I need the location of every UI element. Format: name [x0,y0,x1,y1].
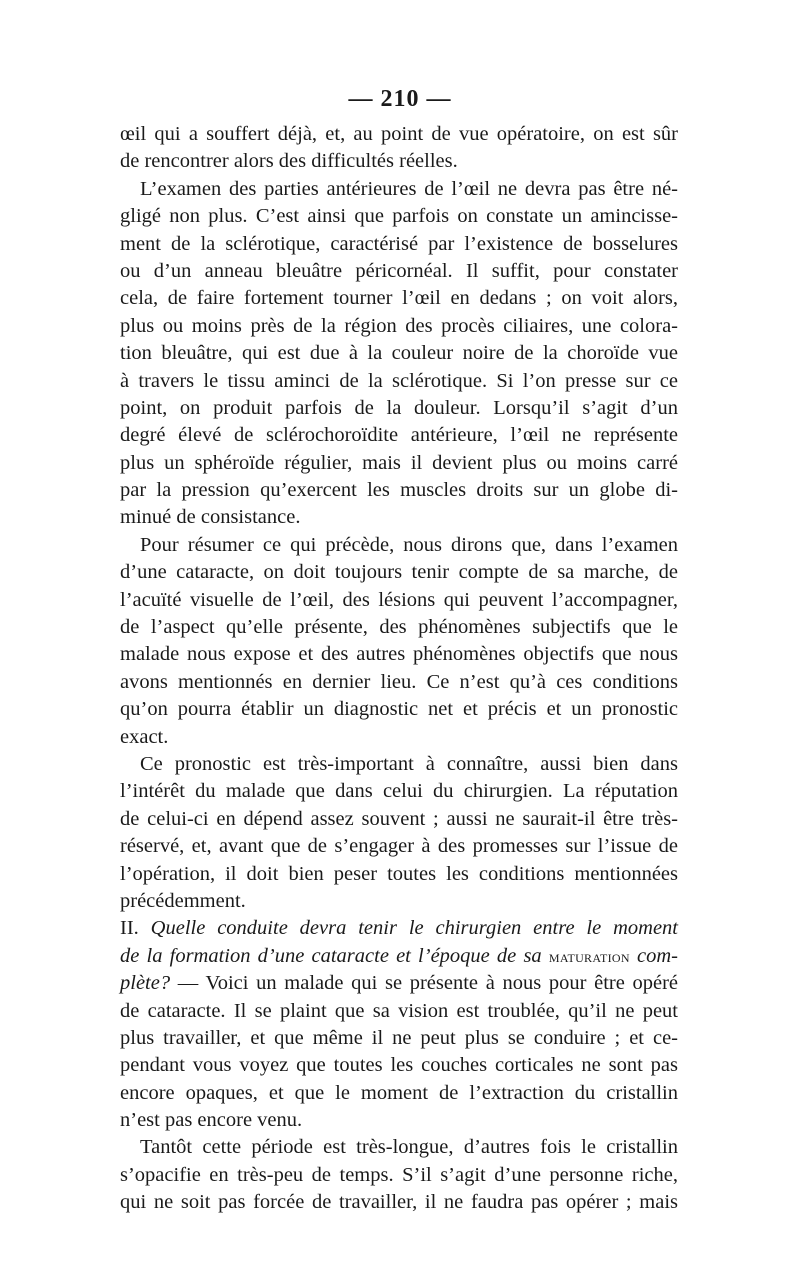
text-line: tion bleuâtre, qui est due à la couleur noire de la choroïde vue [120,342,678,365]
text-line: de celui-ci en dépend assez souvent ; aussi ne saurait-il être très- [120,807,678,830]
text-line: s’opacifie en très-peu de temps. S’il s’agit d’une personne riche, [120,1163,678,1186]
text-line: réservé, et, avant que de s’engager à des promesses sur l’issue de [120,835,678,858]
text-line: encore opaques, et que le moment de l’extraction du cristallin [120,1081,678,1104]
text-line: d’une cataracte, on doit toujours tenir compte de sa marche, de [120,561,678,584]
text-line: par la pression qu’exercent les muscles droits sur un globe di- [120,479,678,502]
text-line: de l’aspect qu’elle présente, des phénomènes subjectifs que le [120,616,678,639]
text-line: avons mentionnés en dernier lieu. Ce n’est qu’à ces conditions [120,670,678,693]
section-question-smallcaps: maturation [548,945,630,966]
text-line: plus travailler, et que même il ne peut plus se conduire ; et ce- [120,1026,678,1049]
text-line: Ce pronostic est très-important à connaître, aussi bien dans [140,752,678,775]
text-line: l’acuïté visuelle de l’œil, des lésions qui peuvent l’accompagner, [120,588,678,611]
text-line: ment de la sclérotique, caractérisé par l’existence de bosselures [120,232,678,255]
section-text-start: — Voici un malade qui se présente à nous pour être opéré [170,972,678,995]
text-line: précédemment. [120,889,246,912]
text-line: plus ou moins près de la région des procès ciliaires, une colora- [120,314,678,337]
text-block-cataract [120,998,678,1217]
text-line: œil qui a souffert déjà, et, au point de vue opératoire, on est sûr [120,123,678,145]
section-question-part-1: Quelle conduite devra tenir le chirurgien entre le moment [150,917,679,940]
text-line: Pour résumer ce qui précède, nous dirons que, dans l’examen [140,533,678,556]
section-question-part-2: de la formation d’une cataracte et l’époque de sa [120,944,549,967]
text-line: n’est pas encore venu. [120,1109,303,1132]
section-heading-line-2 [120,943,678,970]
text-line: Tantôt cette période est très-longue, d’autres fois le cristallin [140,1136,678,1159]
text-line: minué de consistance. [120,506,301,529]
section-number: II. [120,917,151,940]
text-line: pendant vous voyez que toutes les couches corticales ne sont pas [120,1054,678,1077]
section-question-part-3: com- [629,944,678,967]
text-line: l’opération, il doit bien peser toutes les conditions mentionnées [120,862,678,885]
section-heading-line-1 [120,915,678,942]
text-line: qui ne soit pas forcée de travailler, il ne faudra pas opérer ; mais [120,1191,678,1214]
text-line: degré élevé de sclérochoroïdite antérieure, l’œil ne représente [120,424,678,447]
text-line: à travers le tissu aminci de la sclérotique. Si l’on presse sur ce [120,369,678,392]
page-number: — 210 — [348,86,452,112]
text-line: malade nous expose et des autres phénomènes objectifs que nous [120,643,678,666]
text-line: ou d’un anneau bleuâtre péricornéal. Il suffit, pour constater [120,259,678,282]
text-line: gligé non plus. C’est ainsi que parfois on constate un amincisse- [120,205,678,228]
section-question-end: plète? [120,972,171,995]
section-heading-line-3 [120,970,678,997]
text-line: point, on produit parfois de la douleur. Lorsqu’il s’agit d’un [120,396,678,419]
text-line: qu’on pourra établir un diagnostic net et précis et un pronostic [120,698,678,721]
text-block-examination [120,121,678,915]
text-line: cela, de faire fortement tourner l’œil en dedans ; on voit alors, [120,287,678,310]
text-line: l’intérêt du malade que dans celui du chirurgien. La réputation [120,780,678,803]
text-line: plus un sphéroïde régulier, mais il devient plus ou moins carré [120,451,678,474]
body-text [120,121,678,1217]
text-line: exact. [120,725,169,748]
text-line: de rencontrer alors des difficultés réelles. [120,150,458,173]
text-line: de cataracte. Il se plaint que sa vision est troublée, qu’il ne peut [120,999,678,1022]
text-line: L’examen des parties antérieures de l’œil ne devra pas être né- [140,177,678,200]
